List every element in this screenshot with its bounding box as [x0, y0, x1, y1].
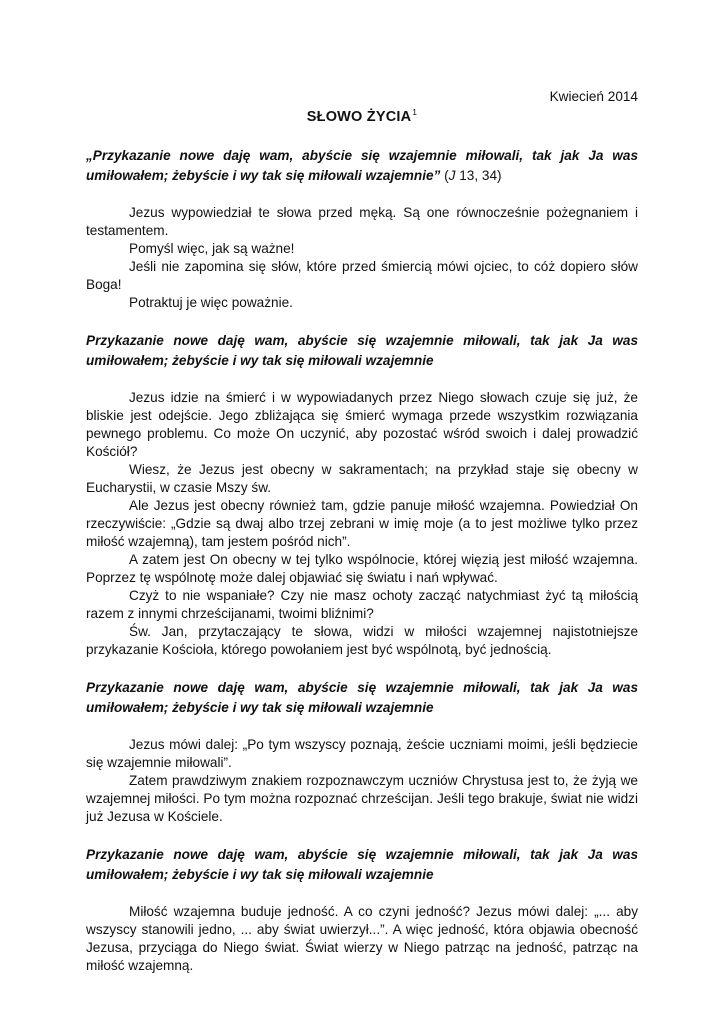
section-2: [86, 331, 638, 659]
paragraph: Potraktuj je więc poważnie.: [129, 295, 293, 310]
paragraph: Miłość wzajemna buduje jedność. A co czyni jedność? Jezus mówi dalej: „... aby wszyscy stanowili jedno, ... aby świat uwierzył...”. A więc jedność, która objawia obecność Jezusa, przyciąga do Niego świat. Świat wierzy w Niego patrząc na jedność, patrząc na miłość wzajemną.: [86, 904, 638, 973]
verse-reference: (J 13, 34): [440, 168, 502, 183]
paragraph: Wiesz, że Jezus jest obecny w sakramentach; na przykład staje się obecny w Eucharystii, w czasie Mszy św.: [86, 462, 638, 495]
spacer: [86, 371, 638, 389]
paragraph: Jezus wypowiedział te słowa przed męką. Są one równocześnie pożegnaniem i testamentem.: [86, 205, 638, 238]
verse-reference-book: J: [448, 168, 456, 183]
paragraph: Czyż to nie wspaniałe? Czy nie masz ochoty zacząć natychmiast żyć tą miłością razem z innymi chrześcijanami, twoimi bliźnimi?: [86, 588, 638, 621]
verse-heading: Przykazanie nowe daję wam, abyście się wzajemnie miłowali, tak jak Ja was umiłowałem; żebyście i wy tak się miłowali wzajemnie: [86, 847, 638, 882]
page-title: [0, 107, 724, 125]
paragraph: Pomyśl więc, jak są ważne!: [129, 241, 295, 256]
spacer: [86, 312, 638, 331]
spacer: [86, 885, 638, 903]
paragraph: Jeśli nie zapomina się słów, które przed śmiercią mówi ojciec, to cóż dopiero słów Boga!: [86, 259, 638, 292]
verse-heading: Przykazanie nowe daję wam, abyście się wzajemnie miłowali, tak jak Ja was umiłowałem; żebyście i wy tak się miłowali wzajemnie: [86, 680, 638, 715]
document-body: [86, 146, 638, 975]
opening-verse-text: „Przykazanie nowe daję wam, abyście się wzajemnie miłowali, tak jak Ja was umiłowałem; żebyście i wy tak się miłowali wzajemnie”: [86, 148, 638, 183]
section-4: [86, 845, 638, 975]
spacer: [86, 659, 638, 678]
title-text: SŁOWO ŻYCIA: [306, 109, 412, 125]
paragraph: Jezus mówi dalej: „Po tym wszyscy poznają, żeście uczniami moimi, jeśli będziecie się wzajemnie miłowali”.: [86, 737, 638, 770]
spacer: [86, 826, 638, 845]
paragraph: Jezus idzie na śmierć i w wypowiadanych przez Niego słowach czuje się już, że bliskie jest odejście. Jego zbliżająca się śmierć wymaga przede wszystkim rozwiązania pewnego problemu. Co może On uczynić, aby pozostać wśród swoich i dalej prowadzić Kościół?: [86, 390, 638, 459]
paragraph: A zatem jest On obecny w tej tylko wspólnocie, której więzią jest miłość wzajemna. Poprzez tę wspólnotę może dalej objawiać się światu i nań wpływać.: [86, 552, 638, 585]
opening-verse: [86, 146, 638, 186]
paragraph: Zatem prawdziwym znakiem rozpoznawczym uczniów Chrystusa jest to, że żyją we wzajemnej miłości. Po tym można rozpoznać chrześcijan. Jeśli tego brakuje, świat nie widzi już Jezusa w Kościele.: [86, 773, 638, 824]
section-3: [86, 678, 638, 826]
paragraph: Św. Jan, przytaczający te słowa, widzi w miłości wzajemnej najistotniejsze przykazanie Kościoła, którego powołaniem jest być wspólnotą, być jednością.: [86, 624, 638, 657]
date-line: Kwiecień 2014: [549, 89, 638, 104]
verse-heading: Przykazanie nowe daję wam, abyście się wzajemnie miłowali, tak jak Ja was umiłowałem; żebyście i wy tak się miłowali wzajemnie: [86, 333, 638, 368]
paragraph: Ale Jezus jest obecny również tam, gdzie panuje miłość wzajemna. Powiedział On rzeczywiście: „Gdzie są dwaj albo trzej zebrani w imię moje (a to jest możliwe tylko przez miłość wzajemną), tam jestem pośród nich”.: [86, 498, 638, 549]
footnote-mark: 1: [412, 107, 418, 117]
spacer: [86, 186, 638, 204]
section-1: [86, 204, 638, 312]
spacer: [86, 718, 638, 736]
